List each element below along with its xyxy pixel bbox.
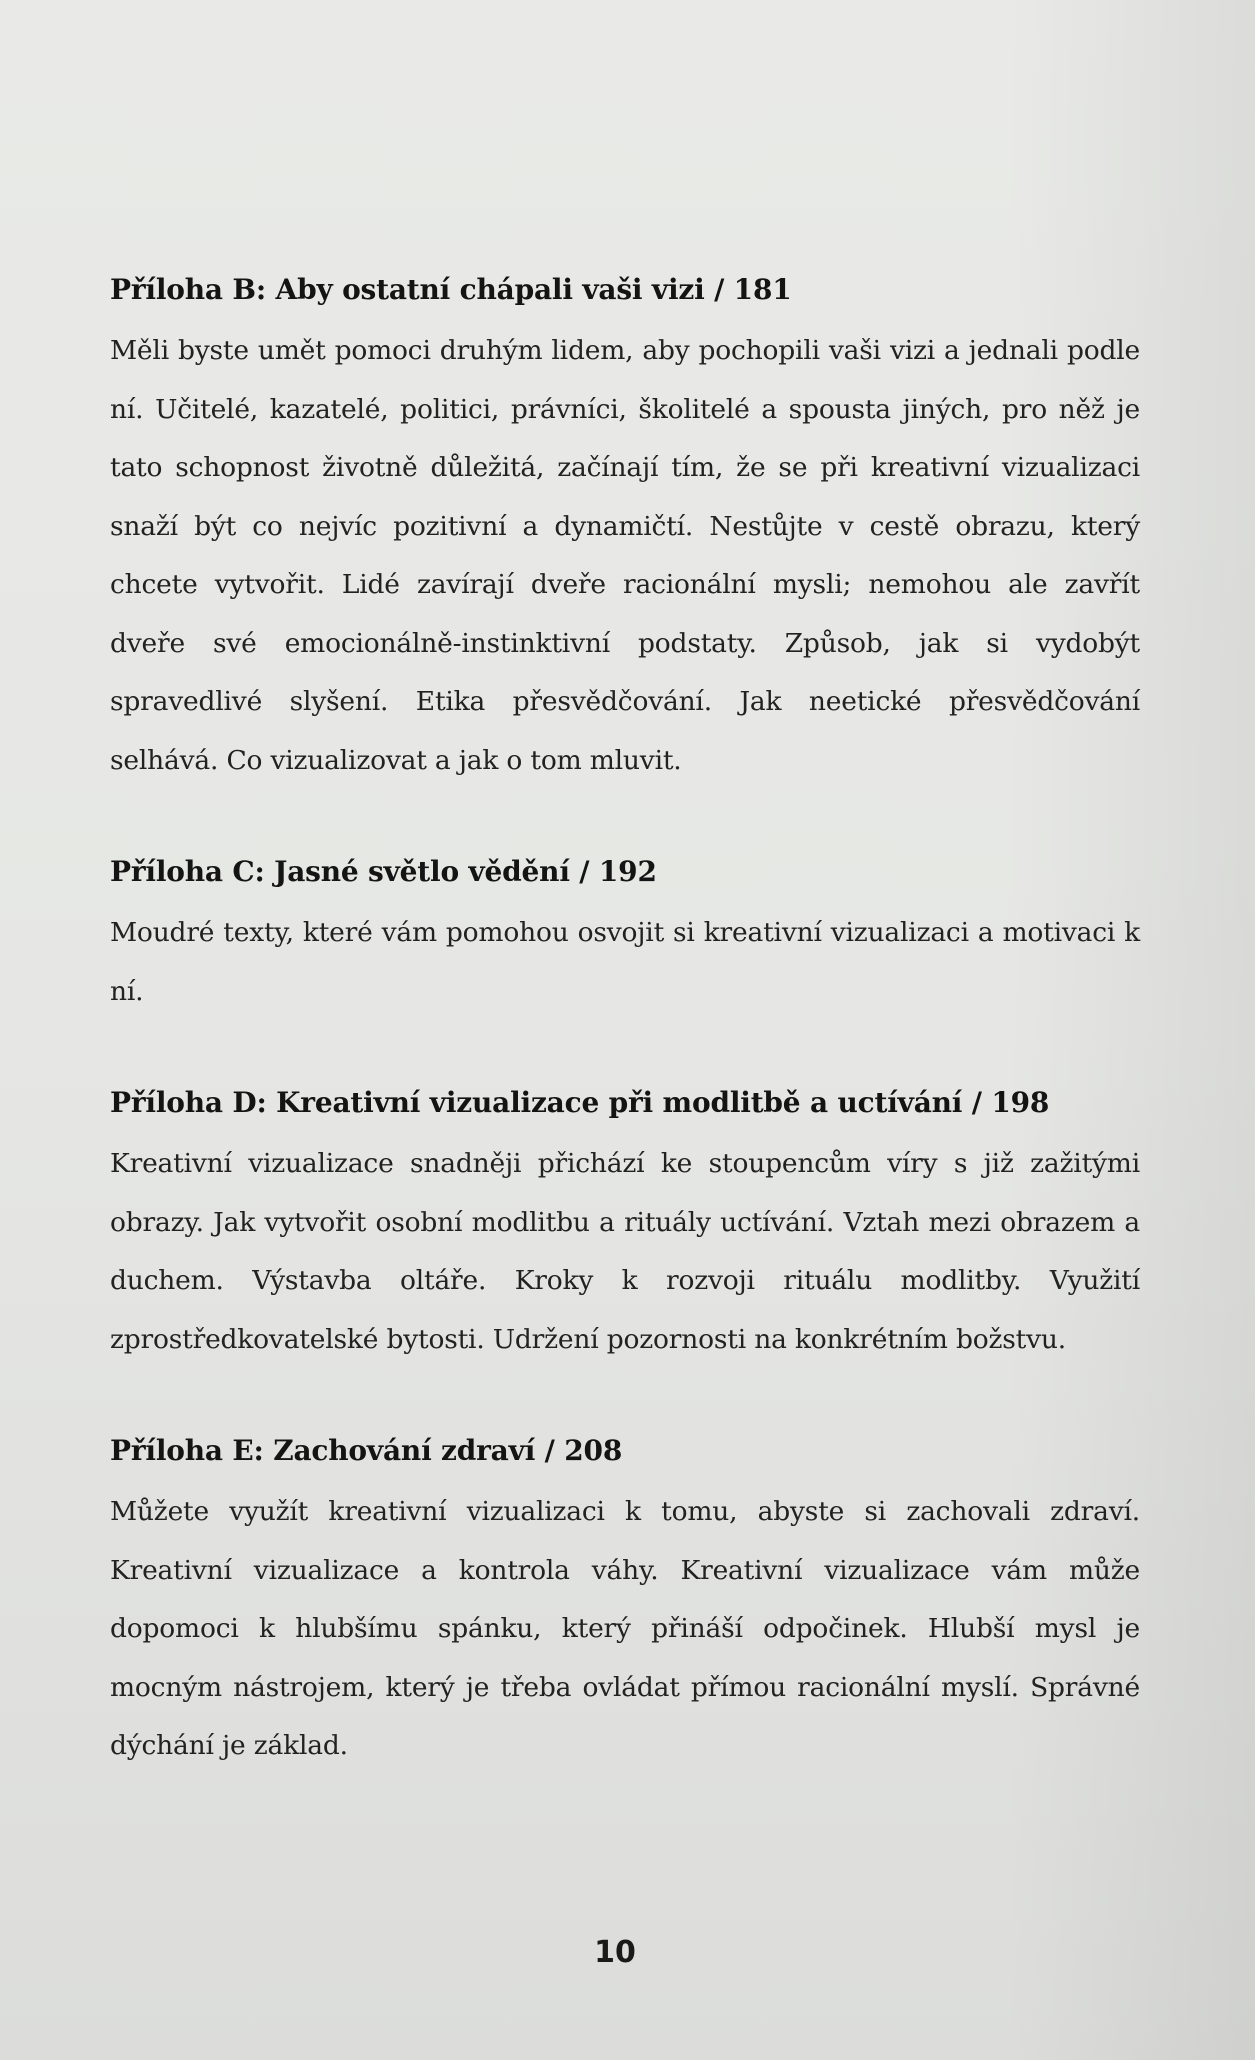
page-number: 10 [594, 1935, 636, 1970]
appendix-c-title: Příloha C: Jasné světlo vědění / 192 [110, 855, 657, 888]
appendix-b-title: Příloha B: Aby ostatní chápali vaši vizi / 181 [110, 273, 792, 306]
table-of-contents [110, 270, 1140, 1838]
appendix-e-title: Příloha E: Zachování zdraví / 208 [110, 1434, 623, 1467]
appendix-c-description: Moudré texty, které vám pomohou osvojit si kreativní vizualizaci a motivaci k ní. [110, 917, 1140, 1007]
appendix-b-entry [110, 270, 1140, 790]
appendix-d-description: Kreativní vizualizace snadněji přichází ke stoupencům víry s již zažitými obrazy. Jak vytvořit osobní modlitbu a rituály uctívání. Vztah mezi obrazem a duchem. Výstavba oltáře. Kroky k rozvoji rituálu modlitby. Využití zprostředkovatelské bytosti. Udržení pozornosti na konkrétním božstvu. [110, 1148, 1140, 1355]
appendix-d-entry [110, 1083, 1140, 1369]
appendix-e-entry [110, 1431, 1140, 1776]
appendix-d-title: Příloha D: Kreativní vizualizace při modlitbě a uctívání / 198 [110, 1086, 1050, 1119]
appendix-e-description: Můžete využít kreativní vizualizaci k tomu, abyste si zachovali zdraví. Kreativní vizualizace a kontrola váhy. Kreativní vizualizace vám může dopomoci k hlubšímu spánku, který přináší odpočinek. Hlubší mysl je mocným nástrojem, který je třeba ovládat přímou racionální myslí. Správné dýchání je základ. [110, 1496, 1140, 1761]
appendix-c-entry [110, 852, 1140, 1021]
appendix-b-description: Měli byste umět pomoci druhým lidem, aby pochopili vaši vizi a jednali podle ní. Učitelé, kazatelé, politici, právníci, školitelé a spousta jiných, pro něž je tato schopnost životně důležitá, začínají tím, že se při kreativní vizualizaci snaží být co nejvíc pozitivní a dynamičtí. Nestůjte v cestě obrazu, který chcete vytvořit. Lidé zavírají dveře racionální mysli; nemohou ale zavřít dveře své emocionálně-instinktivní podstaty. Způsob, jak si vydobýt spravedlivé slyšení. Etika přesvědčování. Jak neetické přesvědčování selhává. Co vizualizovat a jak o tom mluvit. [110, 335, 1140, 776]
